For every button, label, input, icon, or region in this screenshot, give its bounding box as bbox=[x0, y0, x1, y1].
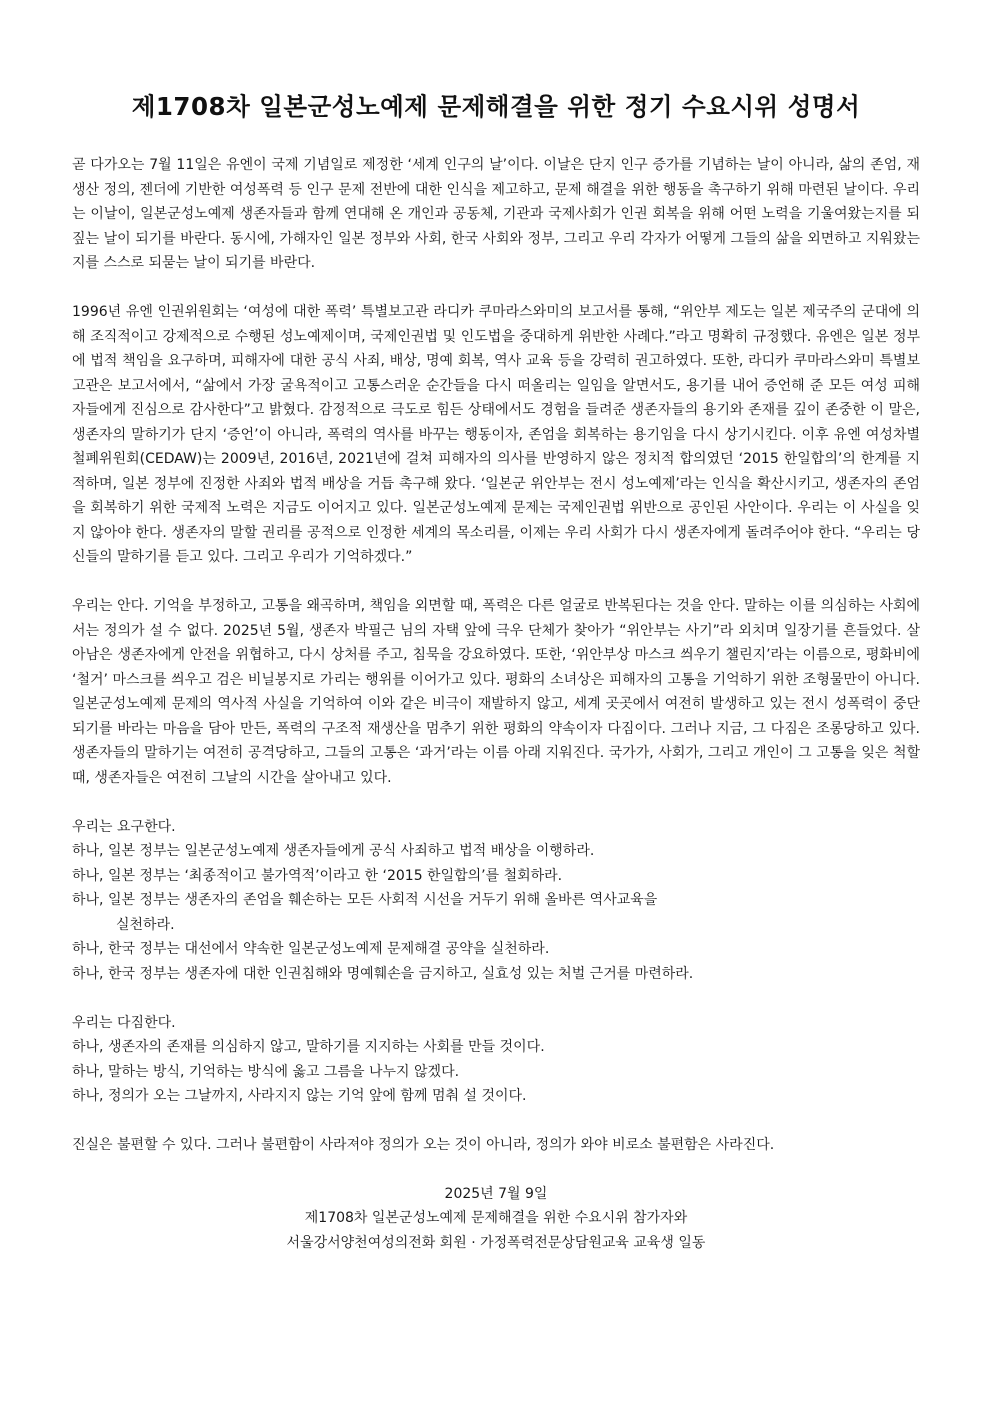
pledge-item: 하나, 정의가 오는 그날까지, 사라지지 않는 기억 앞에 함께 멈춰 설 것이다. bbox=[72, 1088, 527, 1104]
paragraph-world-population-day: 곧 다가오는 7월 11일은 유엔이 국제 기념일로 제정한 ‘세계 인구의 날’이다. 이날은 단지 인구 증가를 기념하는 날이 아니라, 삶의 존엄, 재생산 정의, 젠더에 기반한 여성폭력 등 인구 문제 전반에 대한 인식을 제고하고, 문제 해결을 위한 행동을 촉구하기 위해 마련된 날이다. 우리는 이날이, 일본군성노예제 생존자들과 함께 연대해 온 개인과 공동체, 기관과 국제사회가 인권 회복을 위해 어떤 노력을 기울여왔는지를 되짚는 날이 되기를 바란다. 동시에, 가해자인 일본 정부와 사회, 한국 사회와 정부, 그리고 우리 각자가 어떻게 그들의 삶을 외면하고 지워왔는지를 스스로 되묻는 날이 되기를 바란다. bbox=[72, 157, 920, 271]
demand-item: 하나, 일본 정부는 일본군성노예제 생존자들에게 공식 사죄하고 법적 배상을 이행하라. bbox=[72, 843, 595, 859]
paragraph-un-report: 1996년 유엔 인권위원회는 ‘여성에 대한 폭력’ 특별보고관 라디카 쿠마라스와미의 보고서를 통해, “위안부 제도는 일본 제국주의 군대에 의해 조직적이고 강제적으로 수행된 성노예제이며, 국제인권법 및 인도법을 중대하게 위반한 사례다.”라고 명확히 규정했다. 유엔은 일본 정부에 법적 책임을 요구하며, 피해자에 대한 공식 사죄, 배상, 명예 회복, 역사 교육 등을 강력히 권고하였다. 또한, 라디카 쿠마라스와미 특별보고관은 보고서에서, “삶에서 가장 굴욕적이고 고통스러운 순간들을 다시 떠올리는 일임을 알면서도, 용기를 내어 증언해 준 모든 여성 피해자들에게 진심으로 감사한다”고 밝혔다. 감정적으로 극도로 힘든 상태에서도 경험을 들려준 생존자들의 용기와 존재를 깊이 존중한 이 말은, 생존자의 말하기가 단지 ‘증언’이 아니라, 폭력의 역사를 바꾸는 행동이자, 존엄을 회복하는 용기임을 다시 상기시킨다. 이후 유엔 여성차별철폐위원회(CEDAW)는 2009년, 2016년, 2021년에 걸쳐 피해자의 의사를 반영하지 않은 정치적 합의였던 ‘2015 한일합의’의 한계를 지적하며, 일본 정부에 진정한 사죄와 법적 배상을 거듭 촉구해 왔다. ‘일본군 위안부는 전시 성노예제’라는 인식을 확산시키고, 생존자의 존엄을 회복하기 위한 국제적 노력은 지금도 이어지고 있다. 일본군성노예제 문제는 국제인권법 위반으로 공인된 사안이다. 우리는 이 사실을 잊지 않아야 한다. 생존자의 말할 권리를 공적으로 인정한 세계의 목소리를, 이제는 우리 사회가 다시 생존자에게 돌려주어야 한다. “우리는 당신들의 말하기를 듣고 있다. 그리고 우리가 기억하겠다.” bbox=[72, 304, 920, 565]
paragraph-we-know: 우리는 안다. 기억을 부정하고, 고통을 왜곡하며, 책임을 외면할 때, 폭력은 다른 얼굴로 반복된다는 것을 안다. 말하는 이를 의심하는 사회에서는 정의가 설 수 없다. 2025년 5월, 생존자 박필근 님의 자택 앞에 극우 단체가 찾아가 “위안부는 사기”라 외치며 일장기를 흔들었다. 살아남은 생존자에게 안전을 위협하고, 다시 상처를 주고, 침묵을 강요하였다. 또한, ‘위안부상 마스크 씌우기 챌린지’라는 이름으로, 평화비에 ‘철거’ 마스크를 씌우고 검은 비닐봉지로 가리는 행위를 이어가고 있다. 평화의 소녀상은 피해자의 고통을 기억하기 위한 조형물만이 아니다. 일본군성노예제 문제의 역사적 사실을 기억하여 이와 같은 비극이 재발하지 않고, 세계 곳곳에서 여전히 발생하고 있는 전시 성폭력이 중단되기를 바라는 마음을 담아 만든, 폭력의 구조적 재생산을 멈추기 위한 평화의 약속이자 다짐이다. 그러나 지금, 그 다짐은 조롱당하고 있다. 생존자들의 말하기는 여전히 공격당하고, 그들의 고통은 ‘과거’라는 이름 아래 지워진다. 국가가, 사회가, 그리고 개인이 그 고통을 잊은 척할 때, 생존자들은 여전히 그날의 시간을 살아내고 있다. bbox=[72, 598, 920, 786]
statement-body bbox=[72, 153, 920, 1158]
statement-footer bbox=[72, 1182, 920, 1256]
demand-item: 하나, 한국 정부는 생존자에 대한 인권침해와 명예훼손을 금지하고, 실효성 있는 처벌 근거를 마련하라. bbox=[72, 965, 694, 982]
pledges-section bbox=[72, 1011, 920, 1109]
signatory-line: 제1708차 일본군성노예제 문제해결을 위한 수요시위 참가자와 bbox=[304, 1210, 688, 1226]
demand-item: 하나, 한국 정부는 대선에서 약속한 일본군성노예제 문제해결 공약을 실천하라. bbox=[72, 941, 550, 957]
closing-statement: 진실은 불편할 수 있다. 그러나 불편함이 사라져야 정의가 오는 것이 아니라, 정의가 와야 비로소 불편함은 사라진다. bbox=[72, 1137, 775, 1153]
demand-item-continuation: 실천하라. bbox=[116, 916, 175, 933]
demands-heading: 우리는 요구한다. bbox=[72, 818, 176, 835]
statement-date: 2025년 7월 9일 bbox=[444, 1185, 548, 1202]
signatory-line: 서울강서양천여성의전화 회원 · 가정폭력전문상담원교육 교육생 일동 bbox=[286, 1234, 706, 1251]
pledge-item: 하나, 말하는 방식, 기억하는 방식에 옳고 그름을 나누지 않겠다. bbox=[72, 1063, 460, 1080]
pledges-heading: 우리는 다짐한다. bbox=[72, 1014, 176, 1031]
demand-item: 하나, 일본 정부는 생존자의 존엄을 훼손하는 모든 사회적 시선을 거두기 위해 올바른 역사교육을 bbox=[72, 892, 658, 908]
demand-item: 하나, 일본 정부는 ‘최종적이고 불가역적’이라고 한 ‘2015 한일합의’를 철회하라. bbox=[72, 867, 563, 884]
pledge-item: 하나, 생존자의 존재를 의심하지 않고, 말하기를 지지하는 사회를 만들 것이다. bbox=[72, 1039, 545, 1055]
demands-section bbox=[72, 815, 920, 987]
statement-title: 제1708차 일본군성노예제 문제해결을 위한 정기 수요시위 성명서 bbox=[131, 92, 861, 121]
